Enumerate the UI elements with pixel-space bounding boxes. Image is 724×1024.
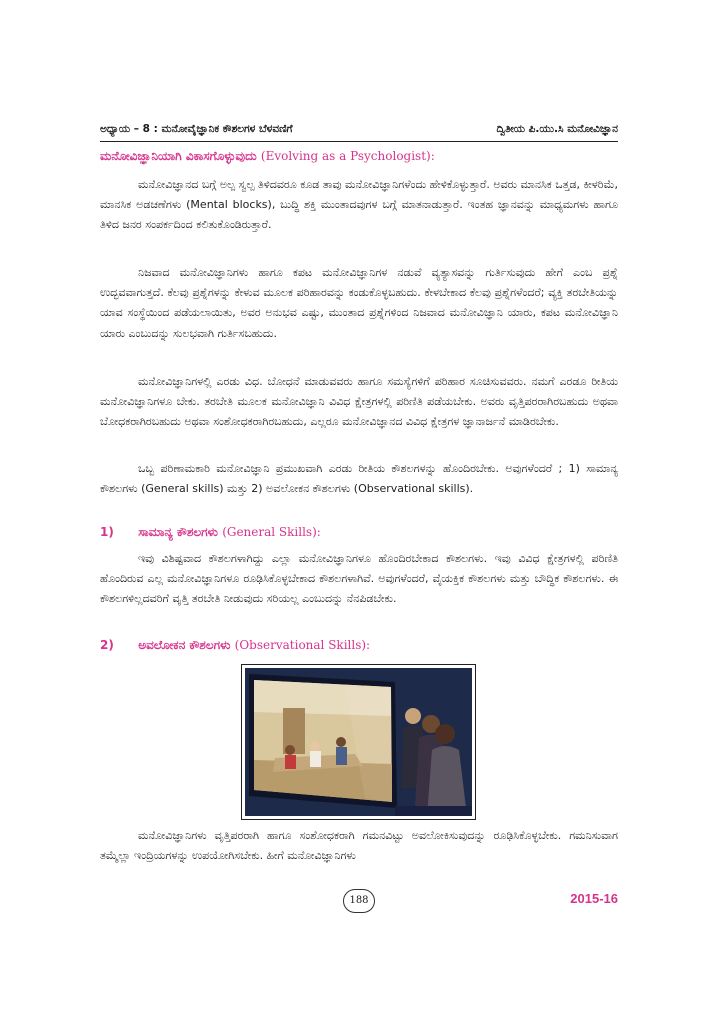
edition-year: 2015-16	[570, 891, 618, 906]
subsection-2-heading	[100, 638, 370, 653]
subsection-2-text: ಮನೋವಿಜ್ಞಾನಿಗಳು ವೃತ್ತಿಪರರಾಗಿ ಹಾಗೂ ಸಂಶೋಧಕರಾಗಿ ಗಮನವಿಟ್ಟು ಅವಲೋಕಿಸುವುದನ್ನು ರೂಢಿಸಿಕೊಳ್ಳಬೇಕು. ಗಮನಿಸುವಾಗ ತಮ್ಮೆಲ್ಲಾ ಇಂದ್ರಿಯಗಳನ್ನು ಉಪಯೋಗಿಸಬೇಕು. ಹೀಗೆ ಮನೋವಿಜ್ಞಾನಿಗಳು	[100, 829, 618, 863]
section-heading-kannada: ಮನೋವಿಜ್ಞಾನಿಯಾಗಿ ವಿಕಾಸಗೊಳ್ಳುವುದು	[100, 149, 257, 163]
header-rule	[100, 141, 618, 142]
paragraph-1: ಮನೋವಿಜ್ಞಾನದ ಬಗ್ಗೆ ಅಲ್ಪ ಸ್ವಲ್ಪ ತಿಳಿದವರೂ ಕೂಡ ತಾವು ಮನೋವಿಜ್ಞಾನಿಗಳೆಂದು ಹೇಳಿಕೊಳ್ಳುತ್ತಾರೆ. ಅವರು ಮಾನಸಿಕ ಒತ್ತಡ, ಕೀಳರಿಮೆ, ಮಾನಸಿಕ ಅಡಚಣೆಗಳು (Mental blocks), ಬುದ್ಧಿ ಶಕ್ತಿ ಮುಂತಾದವುಗಳ ಬಗ್ಗೆ ಮಾತನಾಡುತ್ತಾರೆ. ಇಂತಹ ಜ್ಞಾನವನ್ನು ಮಾಧ್ಯಮಗಳು ಹಾಗೂ ತಿಳಿದ ಜನರ ಸಂಪರ್ಕದಿಂದ ಕಲಿತುಕೊಂಡಿರುತ್ತಾರೆ.	[100, 178, 618, 232]
subsection-1-title-english: (General Skills):	[222, 525, 321, 539]
observation-room-illustration	[245, 668, 472, 816]
section-heading	[100, 149, 435, 164]
subsection-1-number: 1)	[100, 525, 114, 539]
page-number: 188	[343, 889, 375, 913]
subsection-2-title-english: (Observational Skills):	[234, 638, 371, 652]
observation-room-photo	[241, 664, 476, 820]
subsection-2-title-kannada: ಅವಲೋಕನ ಕೌಶಲಗಳು	[138, 638, 231, 652]
running-header	[100, 120, 618, 140]
section-heading-english: (Evolving as a Psychologist):	[260, 149, 435, 163]
subsection-1-title-kannada: ಸಾಮಾನ್ಯ ಕೌಶಲಗಳು	[138, 525, 218, 539]
subsection-1-text: ಇವು ವಿಶಿಷ್ಟವಾದ ಕೌಶಲಗಳಾಗಿದ್ದು ಎಲ್ಲಾ ಮನೋವಿಜ್ಞಾನಿಗಳೂ ಹೊಂದಿರಬೇಕಾದ ಕೌಶಲಗಳು. ಇವು ವಿವಿಧ ಕ್ಷೇತ್ರಗಳಲ್ಲಿ ಪರಿಣಿತಿ ಹೊಂದಿರುವ ಎಲ್ಲ ಮನೋವಿಜ್ಞಾನಿಗಳೂ ರೂಢಿಸಿಕೊಳ್ಳಬೇಕಾದ ಕೌಶಲಗಳಾಗಿವೆ. ಅವುಗಳೆಂದರೆ, ವೈಯಕ್ತಿಕ ಕೌಶಲಗಳು ಮತ್ತು ಬೌದ್ಧಿಕ ಕೌಶಲಗಳು. ಈ ಕೌಶಲಗಳಿಲ್ಲದವರಿಗೆ ವೃತ್ತಿ ತರಬೇತಿ ನೀಡುವುದು ಸರಿಯಲ್ಲ ಎಂಬುದನ್ನು ನೆನಪಿಡಬೇಕು.	[100, 552, 618, 606]
subsection-1-heading	[100, 525, 321, 540]
subsection-2-number: 2)	[100, 638, 114, 652]
paragraph-4: ಒಬ್ಬ ಪರಿಣಾಮಕಾರಿ ಮನೋವಿಜ್ಞಾನಿ ಪ್ರಮುಖವಾಗಿ ಎರಡು ರೀತಿಯ ಕೌಶಲಗಳನ್ನು ಹೊಂದಿರಬೇಕು. ಅವುಗಳೆಂದರೆ ; 1) ಸಾಮಾನ್ಯ ಕೌಶಲಗಳು (General skills) ಮತ್ತು 2) ಅವಲೋಕನ ಕೌಶಲಗಳು (Observational skills).	[100, 462, 618, 496]
paragraph-3: ಮನೋವಿಜ್ಞಾನಿಗಳಲ್ಲಿ ಎರಡು ವಿಧ. ಬೋಧನೆ ಮಾಡುವವರು ಹಾಗೂ ಸಮಸ್ಯೆಗಳಿಗೆ ಪರಿಹಾರ ಸೂಚಿಸುವವರು. ನಮಗೆ ಎರಡೂ ರೀತಿಯ ಮನೋವಿಜ್ಞಾನಿಗಳೂ ಬೇಕು. ತರಬೇತಿ ಮೂಲಕ ಮನೋವಿಜ್ಞಾನಿ ವಿವಿಧ ಕ್ಷೇತ್ರಗಳಲ್ಲಿ ಪರಿಣಿತಿ ಪಡೆಯಬೇಕು. ಅವರು ವೃತ್ತಿಪರರಾಗಿರಬಹುದು ಅಥವಾ ಬೋಧಕರಾಗಿರಬಹುದು ಅಥವಾ ಸಂಶೋಧಕರಾಗಿರಬಹುದು, ಎಲ್ಲರೂ ಮನೋವಿಜ್ಞಾನದ ವಿವಿಧ ಕ್ಷೇತ್ರಗಳ ಜ್ಞಾನಾರ್ಜನೆ ಮಾಡಿರಬೇಕು.	[100, 375, 618, 429]
chapter-title: ಅಧ್ಯಾಯ – 8 : ಮನೋವೈಜ್ಞಾನಿಕ ಕೌಶಲಗಳ ಬೆಳವಣಿಗೆ	[100, 123, 293, 135]
book-title: ದ್ವಿತೀಯ ಪಿ.ಯು.ಸಿ ಮನೋವಿಜ್ಞಾನ	[496, 123, 618, 135]
paragraph-2: ನಿಜವಾದ ಮನೋವಿಜ್ಞಾನಿಗಳು ಹಾಗೂ ಕಪಟ ಮನೋವಿಜ್ಞಾನಿಗಳ ನಡುವೆ ವ್ಯತ್ಯಾಸವನ್ನು ಗುರ್ತಿಸುವುದು ಹೇಗೆ ಎಂಬ ಪ್ರಶ್ನೆ ಉದ್ಭವವಾಗುತ್ತದೆ. ಕೆಲವು ಪ್ರಶ್ನೆಗಳನ್ನು ಕೇಳುವ ಮೂಲಕ ಪರಿಹಾರವನ್ನು ಕಂಡುಕೊಳ್ಳಬಹುದು. ಕೇಳಬೇಕಾದ ಕೆಲವು ಪ್ರಶ್ನೆಗಳೆಂದರೆ; ವ್ಯಕ್ತಿ ತರಬೇತಿಯನ್ನು ಯಾವ ಸಂಸ್ಥೆಯಿಂದ ಪಡೆಯಲಾಯಿತು, ಅವರ ಅನುಭವ ಎಷ್ಟು, ಮುಂತಾದ ಪ್ರಶ್ನೆಗಳಿಂದ ನಿಜವಾದ ಮನೋವಿಜ್ಞಾನಿ ಯಾರು, ಕಪಟ ಮನೋವಿಜ್ಞಾನಿ ಯಾರು ಎಂಬುದನ್ನು ಸುಲಭವಾಗಿ ಗುರ್ತಿಸಬಹುದು.	[100, 266, 618, 340]
